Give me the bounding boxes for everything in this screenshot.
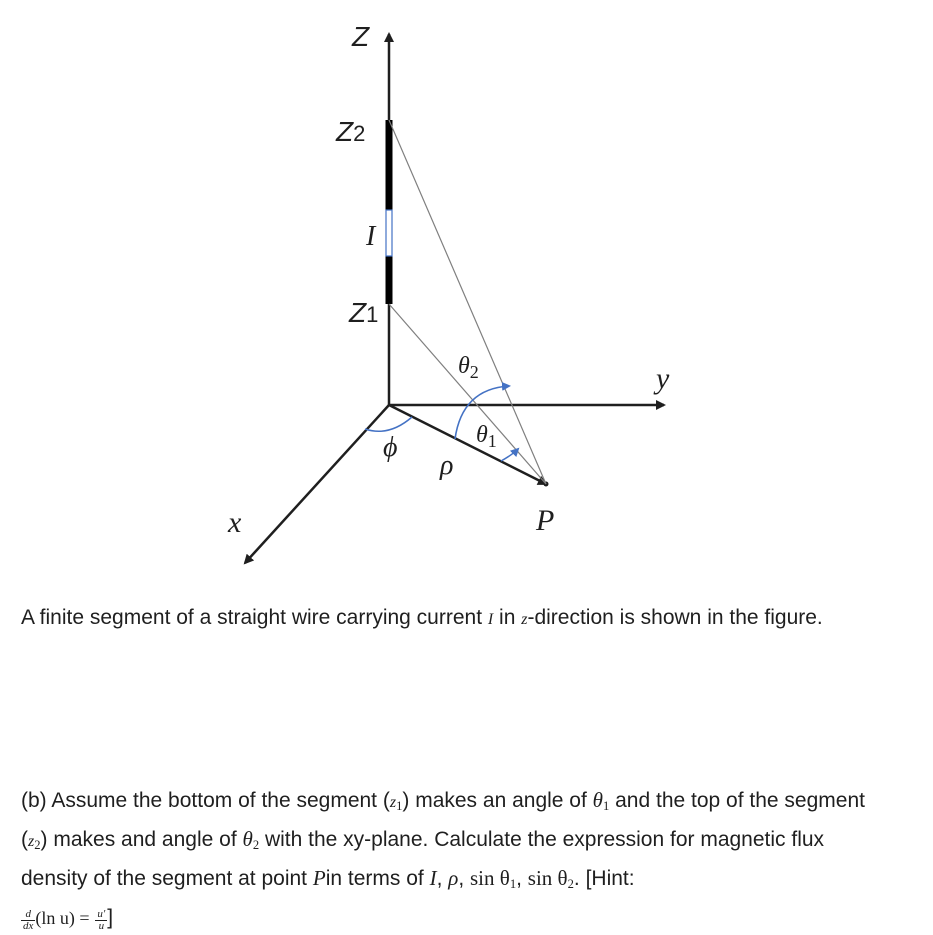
x-axis-line [245, 405, 389, 563]
phi-label: ϕ [383, 432, 398, 463]
line-z1-to-p [389, 304, 546, 484]
intro-paragraph: A finite segment of a straight wire carrying current I in z-direction is shown in the figure. [21, 606, 823, 629]
hint-result-fraction: $\frac{u'}{u}$ [97, 908, 106, 933]
part-b-paragraph: (b) Assume the bottom of the segment $(z_1)$ makes an angle of $\theta_1$ and the top of the segment $(z_2)$ makes and angle of $\theta_2$ with the xy-plane. Calculate the expression for magnetic flux density of the segment at point Pin terms of I, ρ, $\sin \theta_1$, $\sin \theta_2$. [Hint: $\frac{d}{dx}$ (ln u) = $\frac{u'}{u}$ ] [21, 788, 865, 933]
x-axis-label: x [228, 506, 242, 539]
point-p-symbol: P [312, 866, 326, 891]
theta1-arc [501, 449, 518, 461]
z-axis-label: Z [352, 21, 370, 52]
line-z2-to-p [389, 120, 546, 484]
rho-vector [389, 405, 546, 484]
theta2-label: $\theta_2$ [458, 353, 479, 382]
z1-label: Z1 [349, 297, 379, 328]
hint-derivative-fraction: $\frac{d}{dx}$ [23, 908, 34, 933]
current-symbol: I [487, 611, 494, 628]
current-label: I [366, 221, 376, 252]
z-symbol: z [521, 611, 528, 628]
theta1-label: $\theta_1$ [476, 422, 497, 451]
y-axis-label: y [656, 362, 670, 395]
z2-label: Z2 [336, 116, 366, 147]
point-p-label: P [536, 504, 555, 537]
current-arrow-marker [386, 210, 392, 256]
rho-label: ρ [440, 450, 454, 481]
hint-ln-expression: (ln u) = [35, 908, 90, 929]
